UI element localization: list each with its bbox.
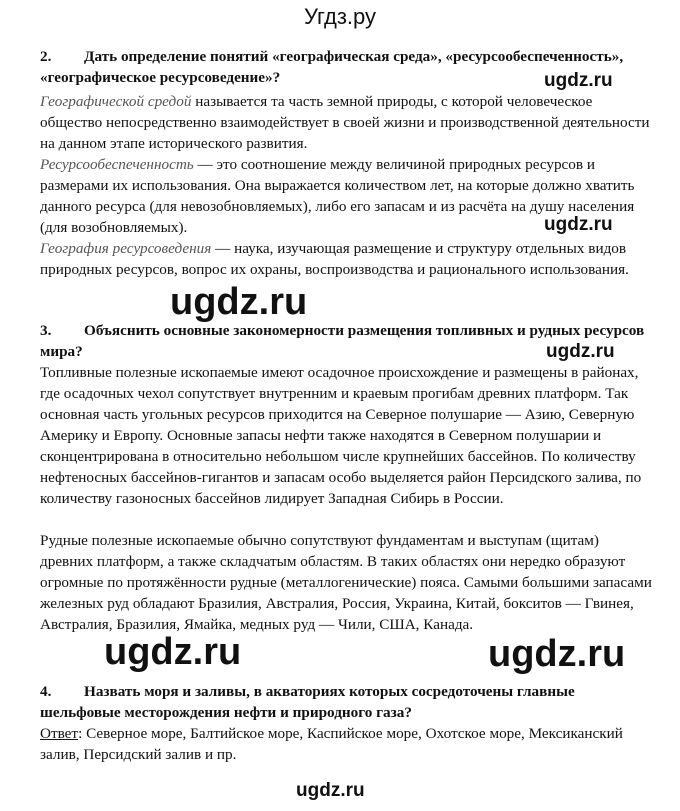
watermark: ugdz.ru bbox=[170, 281, 308, 323]
watermark: ugdz.ru bbox=[296, 780, 365, 801]
watermark: ugdz.ru bbox=[488, 633, 626, 675]
question-2-number: 2. bbox=[40, 48, 52, 65]
question-4-number: 4. bbox=[40, 683, 52, 700]
question-3-title: Объяснить основные закономерности размещения топливных и рудных ресурсов мира? bbox=[40, 322, 645, 360]
question-4-title: Назвать моря и заливы, в акваториях которых сосредоточены главные шельфовые месторождения нефти и природного газа? bbox=[40, 683, 575, 721]
q4-answer bbox=[40, 723, 652, 765]
question-2-title: Дать определение понятий «географическая среда», «ресурсообеспеченность», «географическое ресурсоведение»? bbox=[40, 48, 624, 86]
question-4-heading bbox=[40, 681, 652, 723]
q2-term-1: Географической средой bbox=[40, 93, 192, 110]
q2-paragraph-1 bbox=[40, 91, 652, 154]
watermark: ugdz.ru bbox=[544, 70, 613, 91]
watermark: ugdz.ru bbox=[546, 341, 615, 362]
answer-text: : Северное море, Балтийское море, Каспийское море, Охотское море, Мексиканский залив, Персидский залив и пр. bbox=[40, 725, 623, 763]
answer-label: Ответ bbox=[40, 725, 79, 742]
watermark: ugdz.ru bbox=[544, 214, 613, 235]
question-3-number: 3. bbox=[40, 322, 52, 339]
watermark: ugdz.ru bbox=[104, 631, 242, 673]
q2-text-1: называется та часть земной природы, с которой человеческое общество непосредственно взаимодействует в своей жизни и производственной деятельности на данном этапе исторического развития. bbox=[40, 93, 650, 152]
q2-text-3: — наука, изучающая размещение и структуру отдельных видов природных ресурсов, вопрос их охраны, воспроизводства и рационального использования. bbox=[40, 240, 629, 278]
q3-paragraph-2: Рудные полезные ископаемые обычно сопутствуют фундаментам и выступам (щитам) древних платформ, а также складчатым областям. В таких областях они нередко образуют огромные по протяжённости рудные (металлогенические) пояса. Самыми большими запасами железных руд обладают Бразилия, Австралия, Россия, Украина, Китай, бокситов — Гвинея, Австралия, Бразилия, Ямайка, медных руд — Чили, США, Канада. bbox=[40, 532, 652, 633]
q3-paragraph-1: Топливные полезные ископаемые имеют осадочное происхождение и размещены в районах, где осадочных чехол сопутствует внутренним и краевым прогибам древних платформ. Так основная часть угольных ресурсов приходится на Северное полушарие — Азию, Северную Америку и Европу. Основные запасы нефти также находятся в Северном полушарии и сконцентрирована в относительно небольшом числе крупнейших бассейнов. По количеству нефтеносных бассейнов-гигантов и запасам особо выделяется район Персидского залива, по количеству газоносных бассейнов лидирует Западная Сибирь в России. bbox=[40, 364, 642, 507]
q2-paragraph-3 bbox=[40, 238, 652, 280]
site-title: Угдз.ру bbox=[303, 4, 377, 29]
q2-term-3: География ресурсоведения bbox=[40, 240, 212, 257]
q2-text-2: — это соотношение между величиной природных ресурсов и размерами их использования. Она выражается количеством лет, на которые должно хватить данного ресурса (для невозобновляемых), либо его запасам и из расчёта на душу населения (для возобновляемых). bbox=[40, 156, 635, 236]
q2-term-2: Ресурсообеспеченность bbox=[40, 156, 194, 173]
